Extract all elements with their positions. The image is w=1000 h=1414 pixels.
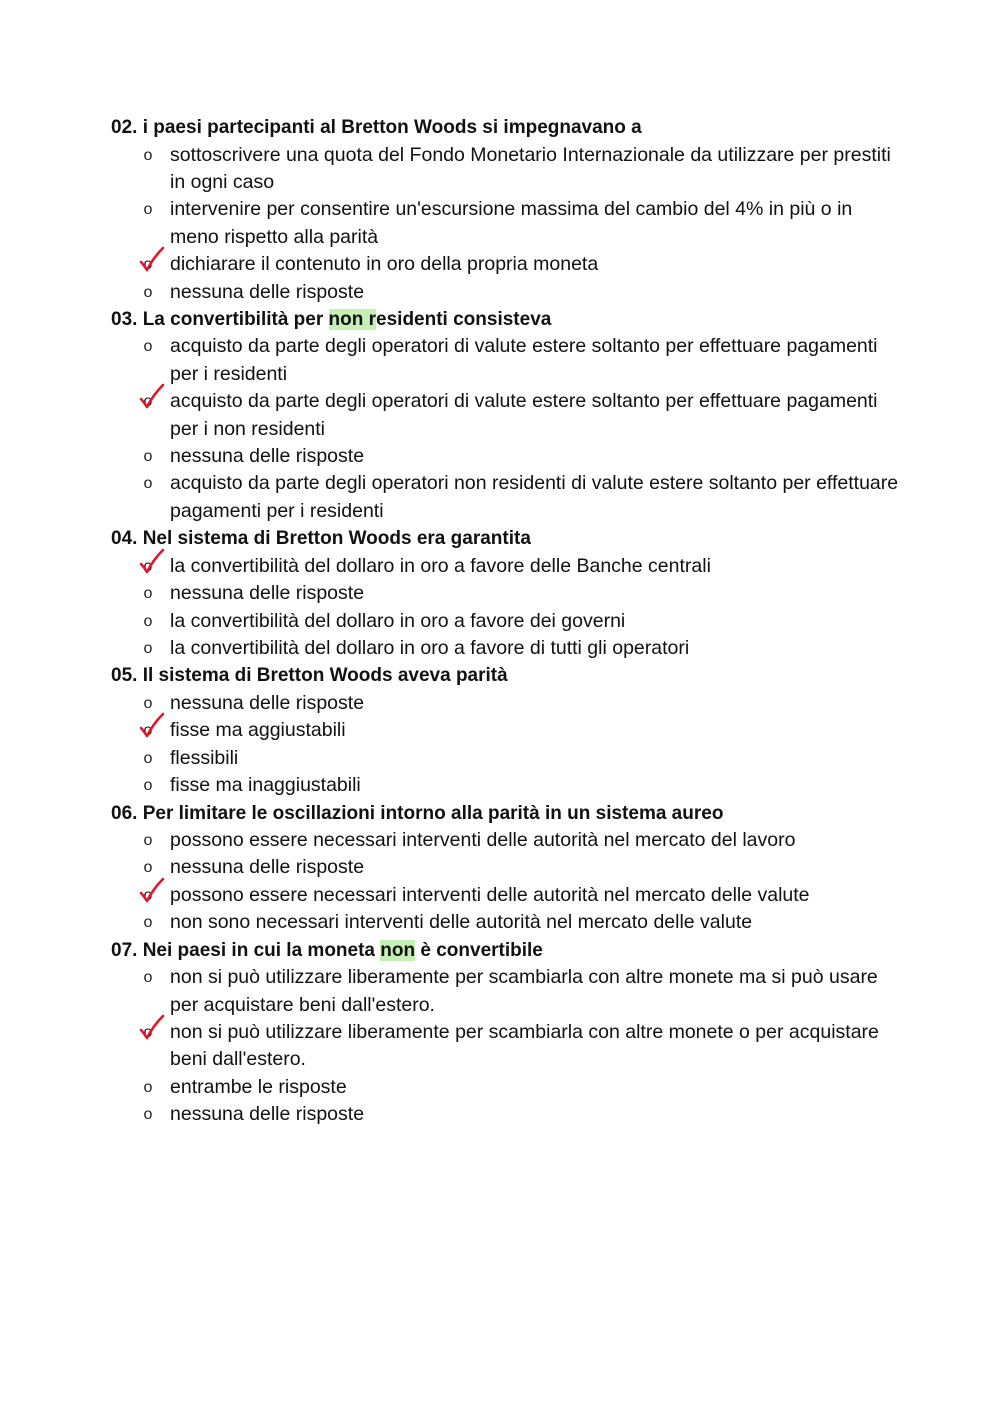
question-text: i paesi partecipanti al Bretton Woods si impegnavano a [137,117,642,138]
circle-bullet-icon: o [143,914,153,932]
circle-bullet-icon: o [143,694,153,712]
answer-text: non si può utilizzare liberamente per scambiarla con altre monete o per acquistare beni dall'estero. [170,1020,879,1071]
answer-option-correct [111,553,901,580]
question-title [111,114,901,142]
answer-option [111,443,901,470]
circle-bullet-icon: o [143,1023,153,1041]
circle-bullet-icon: o [143,256,153,274]
answer-option [111,1101,901,1128]
circle-bullet-icon: o [143,969,153,987]
checkmark-icon [139,876,165,904]
circle-bullet-icon: o [143,640,153,657]
answer-option-correct [111,251,901,278]
question-title [111,800,901,828]
answer-option-correct [111,1019,901,1074]
circle-bullet-icon: o [143,283,153,301]
answer-options [111,964,901,1128]
answer-text: sottoscrivere una quota del Fondo Monetario Internazionale da utilizzare per prestiti in ogni caso [170,143,891,193]
question-05 [111,662,901,799]
answer-option [111,635,901,662]
answer-option [111,470,901,525]
checkmark-icon [139,245,165,273]
answer-option [111,964,901,1019]
answer-options [111,690,901,800]
question-03 [111,306,901,525]
question-title [111,662,901,690]
question-text: Nel sistema di Bretton Woods era garantita [137,528,531,550]
answer-text: la convertibilità del dollaro in oro a favore dei governi [170,609,626,632]
question-title [111,525,901,553]
answer-text: nessuna delle risposte [170,691,365,714]
answer-option [111,580,901,607]
answer-option-correct [111,882,901,909]
quiz-document [111,114,901,1129]
answer-text: fisse ma aggiustabili [170,719,346,742]
answer-text: possono essere necessari interventi delle autorità nel mercato del lavoro [170,829,796,852]
answer-text: acquisto da parte degli operatori di valute estere soltanto per effettuare pagamenti per i non residenti [170,390,878,440]
answer-text: intervenire per consentire un'escursione massima del cambio del 4% in più o in meno rispetto alla parità [170,198,853,248]
answer-options [111,142,901,306]
question-06 [111,800,901,937]
question-text: Nei paesi in cui la moneta [137,939,381,961]
question-number: 07. [111,939,138,961]
circle-bullet-icon: o [143,859,153,877]
question-text: è convertibile [415,939,543,961]
question-text: Il sistema di Bretton Woods aveva parità [137,665,508,687]
question-02 [111,114,901,306]
answer-option [111,827,901,854]
answer-text: la convertibilità del dollaro in oro a favore di tutti gli operatori [170,637,690,659]
answer-option [111,745,901,772]
highlighted-word: non r [328,308,377,330]
circle-bullet-icon: o [143,146,153,164]
answer-text: dichiarare il contenuto in oro della propria moneta [170,253,599,276]
answer-text: entrambe le risposte [170,1075,347,1098]
answer-text: nessuna delle risposte [170,582,365,605]
answer-option [111,690,901,717]
circle-bullet-icon: o [143,585,153,603]
checkmark-icon [139,1013,165,1041]
answer-text: flessibili [170,746,239,769]
circle-bullet-icon: o [143,1078,153,1096]
checkmark-icon [139,711,165,739]
question-07 [111,937,901,1129]
circle-bullet-icon: o [143,557,153,575]
question-number: 05. [111,665,138,687]
circle-bullet-icon: o [143,749,153,767]
answer-text: acquisto da parte degli operatori di valute estere soltanto per effettuare pagamenti per i residenti [170,335,878,385]
answer-options [111,333,901,525]
answer-option [111,772,901,799]
question-text: La convertibilità per [137,308,329,330]
circle-bullet-icon: o [143,393,153,411]
question-number: 03. [111,308,138,330]
answer-text: nessuna delle risposte [170,445,365,468]
answer-option [111,909,901,936]
circle-bullet-icon: o [143,777,153,795]
question-number: 02. [111,117,138,138]
circle-bullet-icon: o [143,722,153,740]
answer-text: nessuna delle risposte [170,280,365,303]
question-text: Per limitare le oscillazioni intorno alla parità in un sistema aureo [137,802,724,824]
answer-options [111,827,901,937]
answer-text: nessuna delle risposte [170,1103,365,1126]
circle-bullet-icon: o [143,832,153,850]
answer-text: non sono necessari interventi delle autorità nel mercato delle valute [170,911,753,934]
question-number: 04. [111,528,138,550]
checkmark-icon [139,547,165,575]
circle-bullet-icon: o [143,886,153,904]
question-text: esidenti consisteva [376,308,552,330]
answer-option [111,854,901,881]
answer-option [111,1074,901,1101]
answer-text: possono essere necessari interventi delle autorità nel mercato delle valute [170,883,810,906]
circle-bullet-icon: o [143,612,153,630]
answer-option [111,608,901,635]
circle-bullet-icon: o [143,448,153,466]
answer-option [111,279,901,306]
question-title [111,306,901,334]
answer-option-correct [111,388,901,443]
answer-option [111,333,901,388]
question-number: 06. [111,802,138,824]
answer-option [111,142,901,197]
answer-text: non si può utilizzare liberamente per scambiarla con altre monete ma si può usare per acquistare beni dall'estero. [170,966,878,1016]
answer-options [111,553,901,663]
circle-bullet-icon: o [143,338,153,356]
answer-text: la convertibilità del dollaro in oro a favore delle Banche centrali [170,554,711,577]
question-title [111,937,901,965]
answer-text: fisse ma inaggiustabili [170,774,361,797]
checkmark-icon [139,382,165,410]
circle-bullet-icon: o [143,475,153,493]
answer-option [111,196,901,251]
answer-text: acquisto da parte degli operatori non residenti di valute estere soltanto per effettuare pagamenti per i residenti [170,472,899,522]
circle-bullet-icon: o [143,201,153,219]
answer-option-correct [111,717,901,744]
question-04 [111,525,901,662]
answer-text: nessuna delle risposte [170,856,365,879]
highlighted-word: non [380,939,416,961]
circle-bullet-icon: o [143,1106,153,1124]
